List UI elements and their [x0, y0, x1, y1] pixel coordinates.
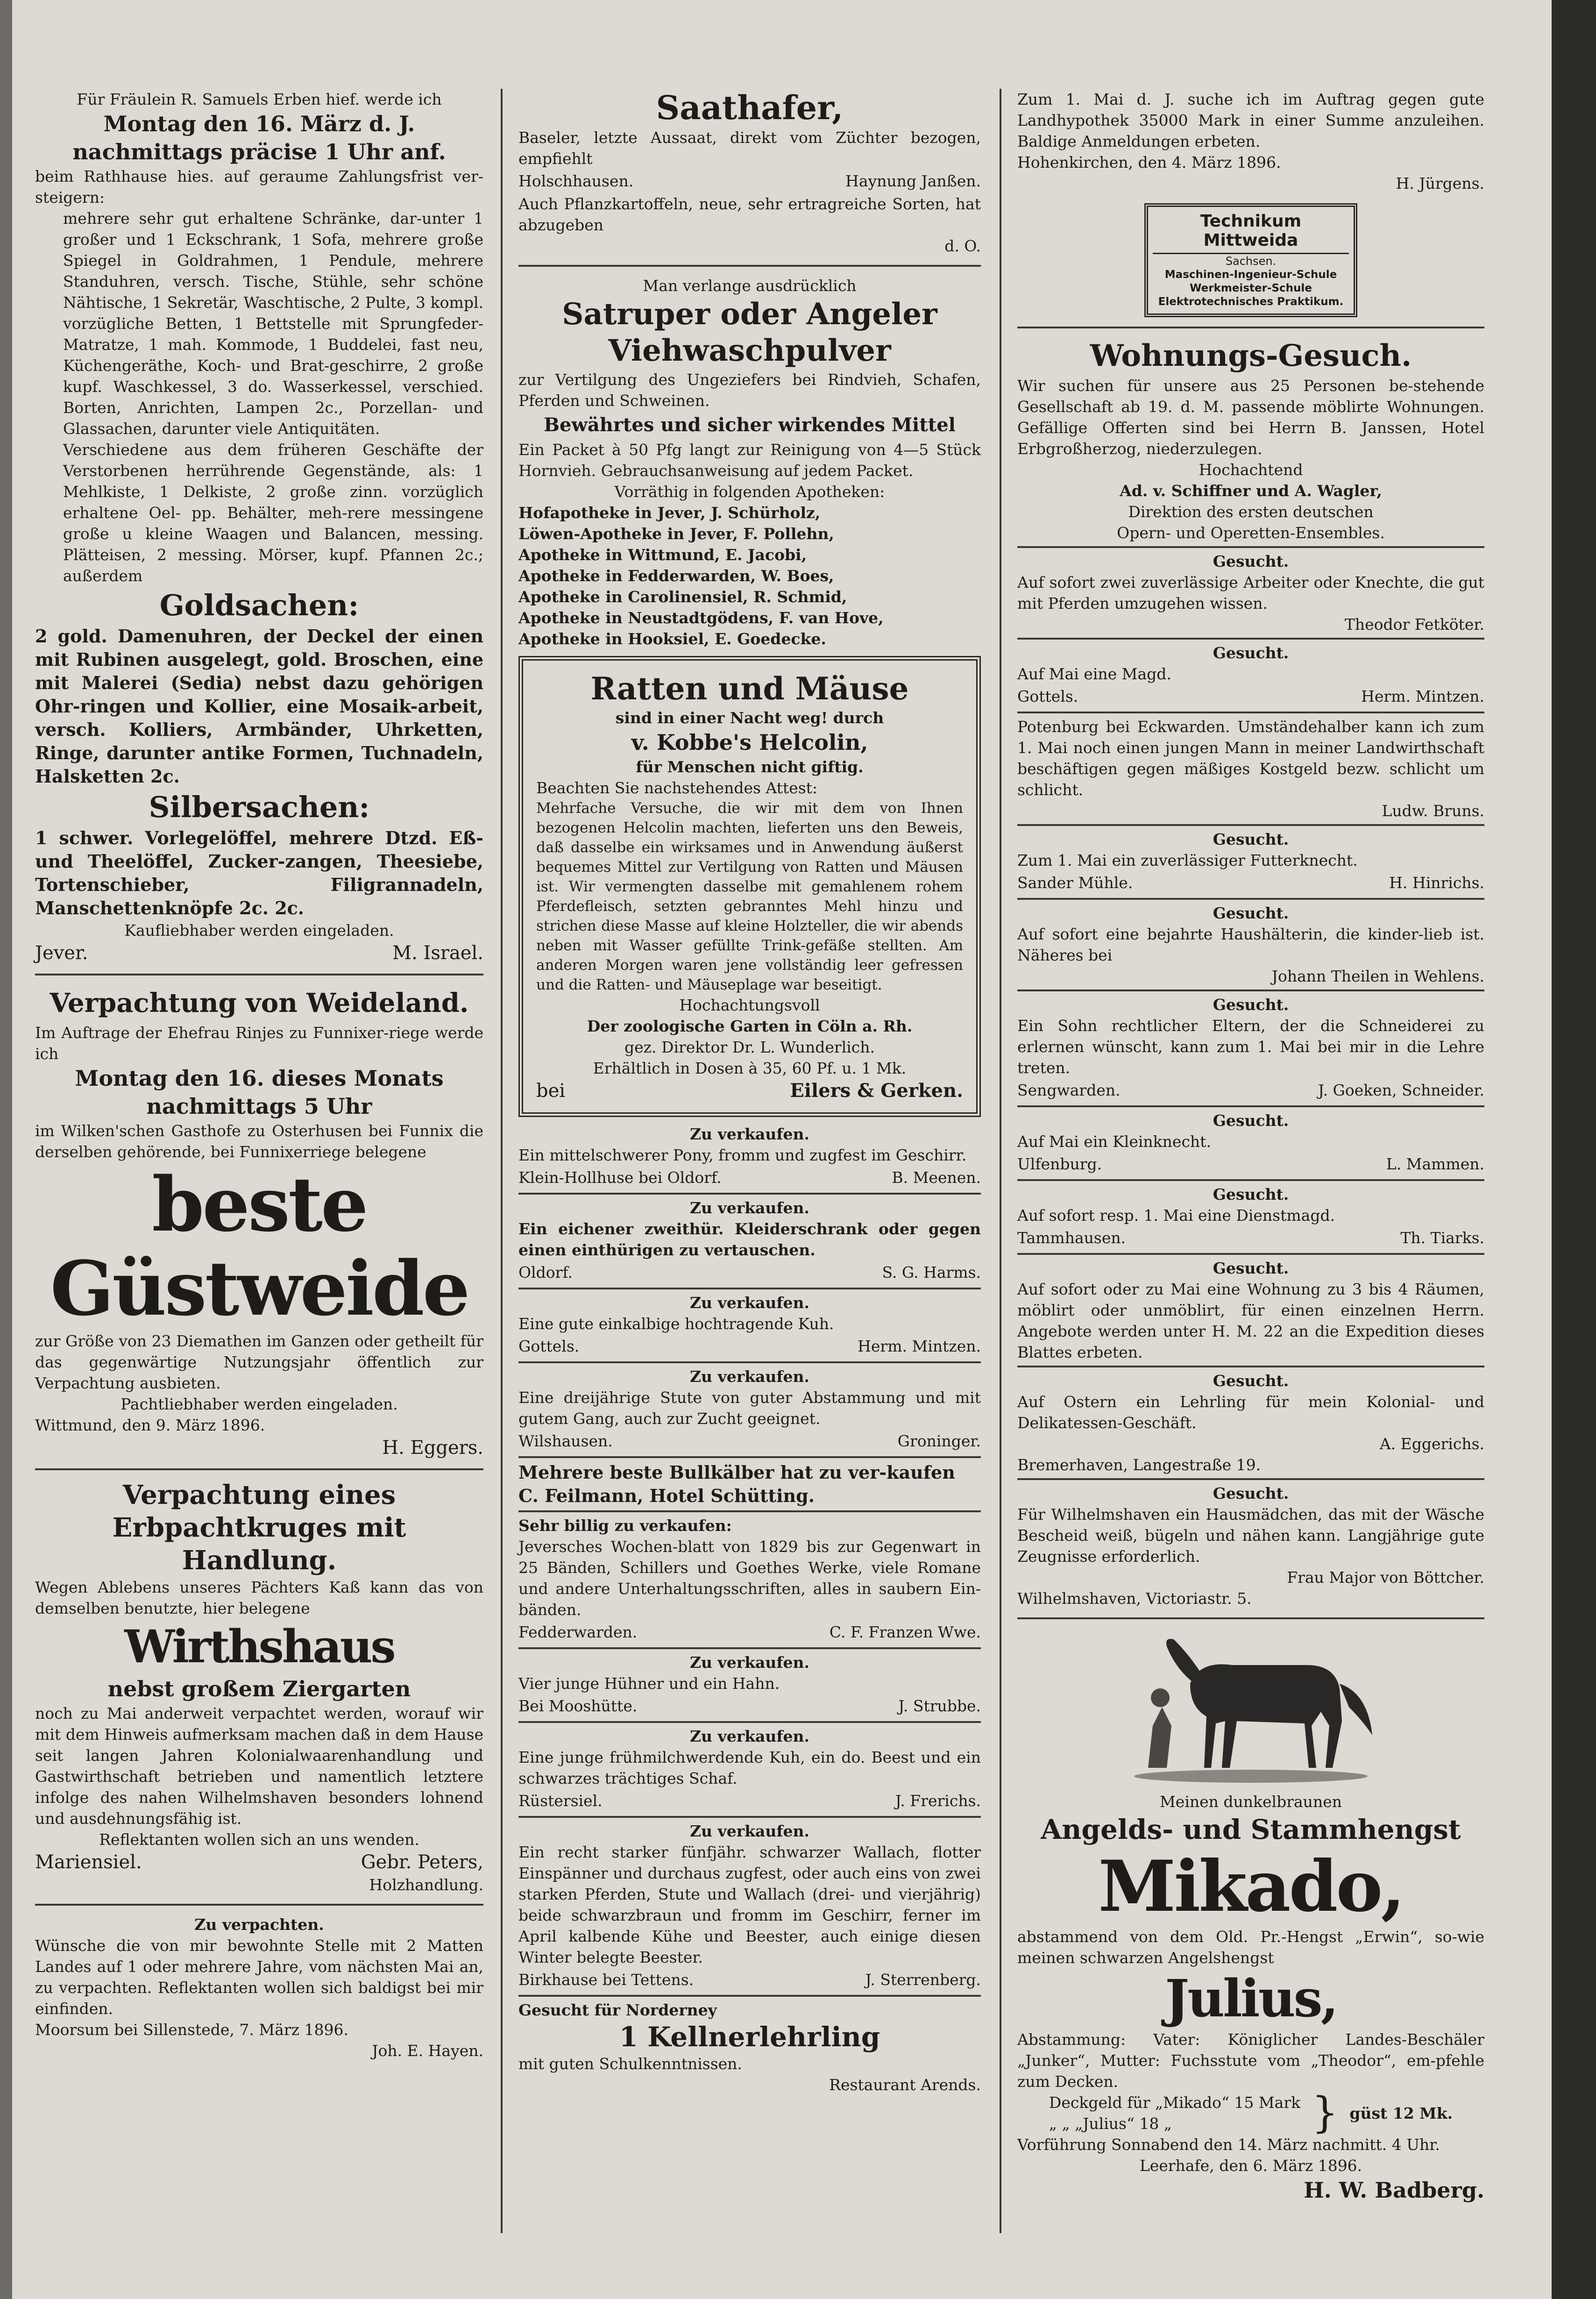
ad-text: Bremerhaven, Langestraße 19. — [1017, 1456, 1261, 1474]
ad-heading: Verpachtung von Weideland. — [50, 988, 469, 1018]
ad-date: Montag den 16. März d. J. — [103, 111, 415, 136]
ad-time: nachmittags präcise 1 Uhr anf. — [72, 139, 446, 164]
ad-separator — [518, 1288, 981, 1289]
cattle-powder-ad — [518, 275, 981, 649]
ad-separator — [518, 1456, 981, 1458]
sale-ad — [518, 1821, 981, 1992]
ad-heading: Angelds- und Stammhengst — [1041, 1814, 1461, 1845]
column-divider — [1000, 89, 1001, 2233]
pharmacy-item: Apotheke in Neustadtgödens, F. van Hove, — [518, 609, 884, 627]
ad-signer: J. Strubbe. — [898, 1697, 981, 1715]
ad-signer: J. Sterrenberg. — [865, 1971, 981, 1989]
oats-ad — [518, 89, 981, 256]
ad-signer: H. Hinrichs. — [1389, 874, 1484, 892]
ad-signer: J. Goeken, Schneider. — [1318, 1081, 1484, 1099]
ad-heading: Zu verpachten. — [194, 1915, 324, 1934]
ad-text: Erhältlich in Dosen à 35, 60 Pf. u. 1 Mk. — [593, 1059, 907, 1077]
pharmacy-item: Apotheke in Fedderwarden, W. Boes, — [518, 567, 834, 585]
pasture-ad — [35, 984, 483, 1460]
wanted-ad — [1017, 1110, 1484, 1176]
lease-ad — [35, 1914, 483, 2061]
ad-heading: Zu verkaufen. — [689, 1727, 810, 1745]
ad-text: noch zu Mai anderweit verpachtet werden, worauf wir mit dem Hinweis aufmerksam machen daß in dem Hause seit langen Jahren Kolonialwaarenhandlung und Gastwirthschaft betrieben und namentlich letztere infolge des nahen Wilhelmshaven besonders lohnend und ausdehnungsfähig ist. — [35, 1704, 483, 1828]
ad-text: Potenburg bei Eckwarden. Umständehalber kann ich zum 1. Mai noch einen jungen Mann in meiner Landwirthschaft beschäftigen gegen mäßiges Kostgeld bezw. schlicht um schlicht. — [1017, 718, 1484, 799]
ad-signer: C. F. Franzen Wwe. — [829, 1623, 981, 1641]
ad-signature — [1017, 684, 1484, 709]
ad-separator — [35, 974, 483, 975]
wanted-ad — [1017, 1483, 1484, 1609]
ad-text: Ein eichener zweithür. Kleiderschrank oder gegen einen einthürigen zu vertauschen. — [518, 1220, 981, 1259]
wanted-ad — [1017, 551, 1484, 635]
sale-ad — [518, 1366, 981, 1453]
ad-text: Vorräthig in folgenden Apotheken: — [614, 483, 885, 501]
ad-heading: Ratten und Mäuse — [590, 670, 909, 707]
ad-text: Auf Ostern ein Lehrling für mein Kolonial- und Delikatessen-Geschäft. — [1017, 1393, 1484, 1432]
ad-heading: Gesucht. — [1213, 996, 1289, 1014]
horse-illustration — [1120, 1628, 1382, 1787]
ad-text: abstammend von dem Old. Pr.-Hengst „Erwin“, so-wie meinen schwarzen Angelshengst — [1017, 1928, 1484, 1967]
ad-separator — [518, 265, 981, 267]
ad-text: Auf Mai ein Kleinknecht. — [1017, 1132, 1211, 1151]
ad-place: Holschhausen. — [518, 172, 634, 190]
ad-attest: Mehrfache Versuche, die wir mit dem von Ihnen bezogenen Helcolin machten, lieferten uns den Beweis, daß dasselbe ein wirksames und in Anwendung äußerst bequemes Mittel zur Vertilgung von Ratten und Mäusen ist. Wir vermengten dasselbe mit gemahlenem rohem Pferdefleisch, setzten gebranntes Mehl hinzu und strichen diese Masse auf kleine Holzteller, die wir abends neben mit Wasser gefüllte Trink-gefäße stellten. Am anderen Morgen waren jene vollständig leer gefressen und die Ratten- und Mäuseplage war beseitigt. — [536, 800, 963, 993]
ad-dateline: Moorsum bei Sillenstede, 7. März 1896. — [35, 2021, 348, 2039]
ad-heading: Zu verkaufen. — [689, 1125, 810, 1143]
wanted-ad — [1017, 716, 1484, 821]
logo-line: Elektrotechnisches Praktikum. — [1158, 296, 1344, 308]
ad-signature — [518, 1334, 981, 1359]
ad-heading: Goldsachen: — [159, 588, 359, 622]
wanted-ad — [1017, 1370, 1484, 1475]
ad-signer: Eilers & Gerken. — [790, 1080, 963, 1102]
ad-text: Ein recht starker fünfjähr. schwarzer Wallach, flotter Einspänner und durchaus zugfest, oder auch eins von zwei starken Pferden, Stute und Wallach (drei- und vierjährig) beide schwarzbraun und fromm im Geschirr, ferner im April kalbende Kühe und Beester, auch einige diesen Winter belegte Beester. — [518, 1843, 981, 1966]
ad-subheading: Bewährtes und sicher wirkendes Mittel — [544, 414, 956, 436]
apprentice-ad — [518, 2000, 981, 2095]
stud-fee-barren: güst 12 Mk. — [1349, 2104, 1453, 2122]
ad-signature — [518, 169, 981, 193]
ad-text: Ein Sohn rechtlicher Eltern, der die Schneiderei zu erlernen wünscht, kann zum 1. Mai bei mir in die Lehre treten. — [1017, 1017, 1484, 1077]
stallion-ad — [1017, 1628, 1484, 2204]
ad-heading: Gesucht. — [1213, 1259, 1289, 1277]
ad-separator — [1017, 1366, 1484, 1367]
ad-separator — [1017, 712, 1484, 713]
wanted-ad — [1017, 829, 1484, 895]
ad-signer: Haynung Janßen. — [845, 172, 981, 190]
ad-text: Auf sofort zwei zuverlässige Arbeiter oder Knechte, die gut mit Pferden umzugehen wissen. — [1017, 573, 1484, 612]
ad-place: Ulfenburg. — [1017, 1155, 1102, 1173]
ad-signer: Ludw. Bruns. — [1382, 802, 1484, 820]
ad-place: Wilshausen. — [518, 1432, 613, 1450]
ad-heading: Saathafer, — [656, 88, 844, 127]
ad-signature — [518, 1429, 981, 1453]
ad-separator — [518, 1361, 981, 1363]
ad-separator — [1017, 1478, 1484, 1480]
ad-signer: Frau Major von Böttcher. — [1287, 1568, 1484, 1587]
ad-separator — [518, 1510, 981, 1512]
stallion-name: Julius, — [1165, 1968, 1337, 2029]
auction-ad — [35, 89, 483, 965]
pharmacy-item: Apotheke in Wittmund, E. Jacobi, — [518, 546, 807, 564]
ad-items: 1 schwer. Vorlegelöffel, mehrere Dtzd. Eß- und Theelöffel, Zucker-zangen, Theesiebe, Tortenschieber, Filigrannadeln, Manschettenknöpfe 2c. 2c. — [35, 827, 483, 918]
ad-text: Ein mittelschwerer Pony, fromm und zugfest im Geschirr. — [518, 1146, 967, 1164]
ad-signature — [518, 1694, 981, 1718]
ad-place: Mariensiel. — [35, 1851, 142, 1873]
ad-signature — [1017, 1078, 1484, 1103]
ad-text: Auf Mai eine Magd. — [1017, 665, 1171, 683]
ad-text: Der zoologische Garten in Cöln a. Rh. — [587, 1017, 913, 1035]
stallion-name: Mikado, — [1098, 1845, 1404, 1928]
ad-heading: Gesucht. — [1213, 830, 1289, 848]
ad-heading: Gesucht. — [1213, 552, 1289, 570]
stud-fee-block — [1017, 2088, 1484, 2137]
stud-fee: Deckgeld für „Mikado“ 15 Mark — [1049, 2093, 1301, 2112]
ad-separator — [1017, 638, 1484, 640]
ad-heading: Erbpachtkruges mit Handlung. — [112, 1512, 406, 1576]
ad-signer: H. Jürgens. — [1396, 174, 1484, 192]
ad-place: Fedderwarden. — [518, 1623, 638, 1641]
ad-dateline: Wittmund, den 9. März 1896. — [35, 1416, 265, 1434]
ad-text: Für Fräulein R. Samuels Erben hief. werde ich — [77, 90, 442, 108]
column-2 — [518, 89, 981, 2095]
ad-signer: Herm. Mintzen. — [1361, 687, 1484, 705]
ad-signer: Groninger. — [897, 1432, 981, 1450]
ad-separator — [1017, 898, 1484, 900]
ad-items: Verschiedene aus dem früheren Geschäfte der Verstorbenen herrührende Gegenstände, als: 1 Mehlkiste, 1 Delkiste, 2 große zinn. vorzüglich erhaltene Oel- pp. Behälter, meh-rere messingene große u kleine Waagen und Balancen, messing. Plätteisen, 2 messing. Mörser, kupf. Pfannen 2c.; außerdem — [63, 441, 483, 585]
flat-wanted-ad — [1017, 337, 1484, 543]
ad-text: Hochachtungsvoll — [679, 996, 820, 1014]
binding-edge — [0, 0, 12, 2299]
ad-heading: Gesucht. — [1213, 644, 1289, 662]
ad-separator — [1017, 1105, 1484, 1107]
ad-place: Rüstersiel. — [518, 1792, 603, 1810]
inn-ad — [35, 1479, 483, 1895]
logo-title: Technikum Mittweida — [1153, 212, 1349, 254]
ad-text: Reflektanten wollen sich an uns wenden. — [99, 1830, 419, 1849]
stud-fee: „ „ „Julius“ 18 „ — [1049, 2114, 1172, 2133]
pharmacy-item: Apotheke in Carolinensiel, R. Schmid, — [518, 588, 847, 606]
ad-signature — [518, 1620, 981, 1644]
ad-text: Eine dreijährige Stute von guter Abstammung und mit gutem Gang, auch zur Zucht geeignet. — [518, 1388, 981, 1428]
ad-signer: Herm. Mintzen. — [858, 1337, 981, 1355]
ad-text: Beachten Sie nachstehendes Attest: — [536, 779, 818, 797]
ad-place: Oldorf. — [518, 1263, 573, 1281]
ad-signature — [1017, 1152, 1484, 1176]
ad-text: Vorführung Sonnabend den 14. März nachmitt. 4 Uhr. — [1017, 2135, 1440, 2154]
ad-signer: Johann Theilen in Wehlens. — [1271, 967, 1484, 985]
stud-fee-list — [1049, 2092, 1300, 2134]
ad-text: Für Wilhelmshaven ein Hausmädchen, das mit der Wäsche Bescheid weiß, bügeln und nähen kann. Langjährige gute Zeugnisse erforderlich. — [1017, 1505, 1484, 1566]
ad-heading: Wohnungs-Gesuch. — [1090, 338, 1412, 373]
ad-separator — [518, 1647, 981, 1649]
ad-heading: Verpachtung eines — [122, 1480, 396, 1510]
ad-time: nachmittags 5 Uhr — [146, 1094, 372, 1119]
ad-place: Gottels. — [518, 1337, 580, 1355]
ad-text: Gesucht für Norderney — [518, 2001, 717, 2019]
ad-text: Wilhelmshaven, Victoriastr. 5. — [1017, 1589, 1252, 1608]
ad-signer-sub: Opern- und Operetten-Ensembles. — [1117, 524, 1385, 542]
ad-dateline: Hohenkirchen, den 4. März 1896. — [1017, 153, 1281, 171]
logo-line: Werkmeister-Schule — [1190, 282, 1312, 294]
ad-place: Birkhause bei Tettens. — [518, 1971, 694, 1989]
ad-separator — [518, 1816, 981, 1818]
ad-text: Wegen Ablebens unseres Pächters Kaß kann das von demselben benutzte, hier belegene — [35, 1578, 483, 1617]
ad-signer: Joh. E. Hayen. — [372, 2042, 483, 2060]
ad-text: Vier junge Hühner und ein Hahn. — [518, 1674, 780, 1693]
ad-signer: H. Eggers. — [382, 1437, 483, 1459]
ad-signer: Restaurant Arends. — [829, 2076, 981, 2094]
column-divider — [501, 89, 503, 2233]
ad-text: Zum 1. Mai d. J. suche ich im Auftrag gegen gute Landhypothek 35000 Mark in einer Summe anzuleihen. Baldige Anmeldungen erbeten. — [1017, 90, 1484, 150]
ad-heading: Gesucht. — [1213, 1111, 1289, 1130]
column-1 — [35, 89, 483, 2061]
ad-signature — [518, 1968, 981, 1992]
ad-signature — [1017, 871, 1484, 895]
ad-signature — [518, 1260, 981, 1285]
ad-text: Wir suchen für unsere aus 25 Personen be-stehende Gesellschaft ab 19. d. M. passende möblirte Wohnungen. Gefällige Offerten sind bei Herrn B. Janssen, Hotel Erbgroßherzog, niederzulegen. — [1017, 377, 1484, 458]
books-ad — [518, 1515, 981, 1644]
ad-text: Pachtliebhaber werden eingeladen. — [121, 1395, 398, 1413]
ad-text: Eine gute einkalbige hochtragende Kuh. — [518, 1315, 834, 1333]
ad-text: Man verlange ausdrücklich — [643, 277, 857, 295]
ad-separator — [1017, 989, 1484, 991]
ad-subheading: nebst großem Ziergarten — [107, 1676, 411, 1701]
ad-separator — [1017, 1179, 1484, 1181]
ad-signer: L. Mammen. — [1386, 1155, 1484, 1173]
ad-text: Im Auftrage der Ehefrau Rinjes zu Funnixer-riege werde ich — [35, 1024, 483, 1063]
brace-glyph: } — [1312, 2088, 1339, 2137]
technikum-logo — [1144, 203, 1357, 317]
wanted-ad — [1017, 642, 1484, 709]
column-3 — [1017, 89, 1484, 2204]
ad-text: gez. Direktor Dr. L. Wunderlich. — [624, 1038, 875, 1056]
ad-signer: B. Meenen. — [892, 1168, 981, 1187]
sale-ad — [518, 1292, 981, 1359]
sale-ad — [518, 1197, 981, 1285]
ad-text: Auf sofort resp. 1. Mai eine Dienstmagd. — [1017, 1206, 1335, 1224]
ad-signature — [518, 1166, 981, 1190]
ad-separator — [35, 1904, 483, 1906]
ad-heading: Zu verkaufen. — [689, 1822, 810, 1840]
pharmacy-item: Apotheke in Hooksiel, E. Goedecke. — [518, 630, 826, 648]
ad-text: Zum 1. Mai ein zuverlässiger Futterknecht. — [1017, 851, 1358, 869]
ad-separator — [1017, 327, 1484, 328]
ad-heading: Zu verkaufen. — [689, 1367, 810, 1386]
ad-separator — [518, 1721, 981, 1723]
ad-product: v. Kobbe's Helcolin, — [631, 730, 868, 755]
ad-heading: Gesucht. — [1213, 1484, 1289, 1502]
ad-text: im Wilken'schen Gasthofe zu Osterhusen bei Funnix die derselben gehörende, bei Funnixerriege belegene — [35, 1122, 483, 1161]
ad-text: Auch Pflanzkartoffeln, neue, sehr ertragreiche Sorten, hat abzugeben — [518, 195, 981, 234]
wanted-ad — [1017, 1258, 1484, 1363]
ad-separator — [1017, 1253, 1484, 1255]
ad-signer: Theodor Fetköter. — [1344, 615, 1484, 633]
ad-text: Auf sofort oder zu Mai eine Wohnung zu 3 bis 4 Räumen, möblirt oder unmöblirt, für einen einzelnen Herrn. Angebote werden unter H. M. 22 an die Expedition dieses Blattes erbeten. — [1017, 1280, 1484, 1361]
ad-text: sind in einer Nacht weg! durch — [615, 709, 884, 727]
ad-separator — [1017, 1617, 1484, 1619]
logo-line: Maschinen-Ingenieur-Schule — [1164, 269, 1337, 281]
ad-headline: beste Güstweide — [50, 1160, 468, 1332]
ad-heading: Gesucht. — [1213, 904, 1289, 922]
ad-text: beim Rathhause hies. auf geraume Zahlungsfrist ver-steigern: — [35, 167, 483, 206]
ad-text: zur Vertilgung des Ungeziefers bei Rindvieh, Schafen, Pferden und Schweinen. — [518, 370, 981, 410]
ad-separator — [518, 1995, 981, 1997]
ad-text: zur Größe von 23 Diemathen im Ganzen oder getheilt für das gegenwärtige Nutzungsjahr öffentlich zur Verpachtung ausbieten. — [35, 1332, 483, 1392]
ad-heading: Zu verkaufen. — [689, 1199, 810, 1217]
ad-place: Bei Mooshütte. — [518, 1697, 638, 1715]
ad-separator — [1017, 824, 1484, 826]
ad-signer: Ad. v. Schiffner und A. Wagler, — [1120, 482, 1382, 500]
ad-place: Jever. — [35, 942, 88, 964]
ad-signer: Gebr. Peters, — [361, 1851, 483, 1873]
ad-text: bei — [536, 1080, 566, 1102]
ad-text: Baseler, letzte Aussaat, direkt vom Züchter bezogen, empfiehlt — [518, 128, 981, 168]
ad-heading: Silbersachen: — [149, 790, 370, 824]
ad-signature — [518, 1789, 981, 1813]
ad-signer: Th. Tiarks. — [1400, 1229, 1484, 1247]
ad-text: Ein Packet à 50 Pfg langt zur Reinigung von 4—5 Stück Hornvieh. Gebrauchsanweisung auf jedem Packet. — [518, 441, 981, 480]
ad-heading: Sehr billig zu verkaufen: — [518, 1516, 732, 1535]
ad-text: mit guten Schulkenntnissen. — [518, 2055, 742, 2073]
ad-dateline: Leerhafe, den 6. März 1896. — [1139, 2157, 1362, 2175]
ad-place: Tammhausen. — [1017, 1229, 1126, 1247]
sale-ad — [518, 1124, 981, 1190]
ad-text: Auf sofort eine bejahrte Haushälterin, die kinder-lieb ist. Näheres bei — [1017, 925, 1484, 964]
ad-signature — [1017, 1226, 1484, 1250]
ad-text: Kaufliebhaber werden eingeladen. — [124, 921, 394, 940]
ad-text: Eine junge frühmilchwerdende Kuh, ein do. Beest und ein schwarzes trächtiges Schaf. — [518, 1748, 981, 1787]
ad-separator — [518, 1193, 981, 1195]
pharmacy-item: Löwen-Apotheke in Jever, F. Pollehn, — [518, 525, 834, 543]
ad-heading: Zu verkaufen. — [689, 1653, 810, 1672]
pharmacy-item: Hofapotheke in Jever, J. Schürholz, — [518, 504, 821, 522]
ad-heading: Gesucht. — [1213, 1185, 1289, 1203]
ad-place: Klein-Hollhuse bei Oldorf. — [518, 1168, 722, 1187]
ad-date: Montag den 16. dieses Monats — [75, 1066, 444, 1091]
ad-signer: S. G. Harms. — [882, 1263, 981, 1281]
ad-heading: 1 Kellnerlehrling — [619, 2021, 880, 2053]
wanted-ad — [1017, 903, 1484, 987]
ad-signer-sub: Direktion des ersten deutschen — [1128, 503, 1374, 521]
rats-ad-box — [518, 656, 981, 1117]
logo-sub: Sachsen. — [1225, 255, 1277, 268]
ad-signer: d. O. — [944, 237, 981, 255]
calves-ad: Mehrere beste Bullkälber hat zu ver-kaufen C. Feilmann, Hotel Schütting. — [518, 1462, 955, 1506]
mortgage-ad — [1017, 89, 1484, 194]
ad-signature — [35, 941, 483, 965]
ad-text: Hochachtend — [1199, 461, 1303, 479]
ad-heading: Satruper oder Angeler — [562, 297, 937, 332]
ad-signer: J. Frerichs. — [895, 1792, 981, 1810]
page-edge-shadow — [1552, 0, 1596, 2299]
ad-place: Gottels. — [1017, 687, 1078, 705]
ad-items: mehrere sehr gut erhaltene Schränke, dar-unter 1 großer und 1 Eckschrank, 1 Sofa, mehrere große Spiegel in Goldrahmen, 1 Pendule, mehrere Standuhren, versch. Tische, Stühle, sehr schöne Nähtische, 1 Sekretär, Waschtische, 2 Pulte, 3 kompl. vorzügliche Betten, 1 Bettstelle mit Sprungfeder-Matratze, 1 mah. Kommode, 1 Buddelei, fast neu, Küchengeräthe, Koch- und Brat-geschirre, 2 große kupf. Waschkessel, 3 do. Wasserkessel, verschied. Borten, Anrichten, Lampen 2c., Porzellan- und Glassachen, darunter viele Antiquitäten. — [63, 209, 483, 438]
sale-ad — [518, 1652, 981, 1718]
ad-items: 2 gold. Damenuhren, der Deckel der einen mit Rubinen ausgelegt, gold. Broschen, eine mit Malerei (Sedia) nebst dazu gehörigen Ohr-ringen und Kollier, eine Mosaik-arbeit, versch. Kolliers, Armbänder, Uhrketten, Ringe, darunter antike Formen, Tuchnadeln, Halsketten 2c. — [35, 626, 483, 787]
ad-text: Abstammung: Vater: Königlicher Landes-Beschäler „Junker“, Mutter: Fuchsstute vom „Theodor“, em-pfehle zum Decken. — [1017, 2030, 1484, 2091]
ad-place: Sengwarden. — [1017, 1081, 1121, 1099]
ad-signature — [35, 1850, 483, 1874]
ad-heading: Gesucht. — [1213, 1372, 1289, 1390]
ad-signer: M. Israel. — [392, 942, 483, 964]
wanted-ad — [1017, 994, 1484, 1103]
wanted-ad — [1017, 1184, 1484, 1250]
ad-signer: A. Eggerichs. — [1379, 1435, 1484, 1453]
sale-ad — [518, 1726, 981, 1813]
ad-separator — [1017, 546, 1484, 548]
ad-text: für Menschen nicht giftig. — [636, 758, 864, 776]
ad-text: Wünsche die von mir bewohnte Stelle mit 2 Matten Landes auf 1 oder mehrere Jahre, vom nächsten Mai an, zu verpachten. Reflektanten wollen sich baldigst bei mir einfinden. — [35, 1936, 483, 2018]
ad-separator — [35, 1468, 483, 1470]
ad-headline: Wirthshaus — [124, 1620, 394, 1673]
ad-heading: Zu verkaufen. — [689, 1294, 810, 1312]
ad-signature — [536, 1079, 963, 1103]
ad-signer: H. W. Badberg. — [1304, 2178, 1484, 2203]
ad-place: Sander Mühle. — [1017, 874, 1133, 892]
ad-text: Jeversches Wochen-blatt von 1829 bis zur Gegenwart in 25 Bänden, Schillers und Goethes Werke, viele Romane und andere Unterhaltungsschriften, alles in saubern Ein-bänden. — [518, 1537, 981, 1619]
ad-signer-sub: Holzhandlung. — [369, 1876, 483, 1894]
ad-heading: Viehwaschpulver — [608, 333, 891, 368]
ad-text: Meinen dunkelbraunen — [1160, 1793, 1342, 1811]
